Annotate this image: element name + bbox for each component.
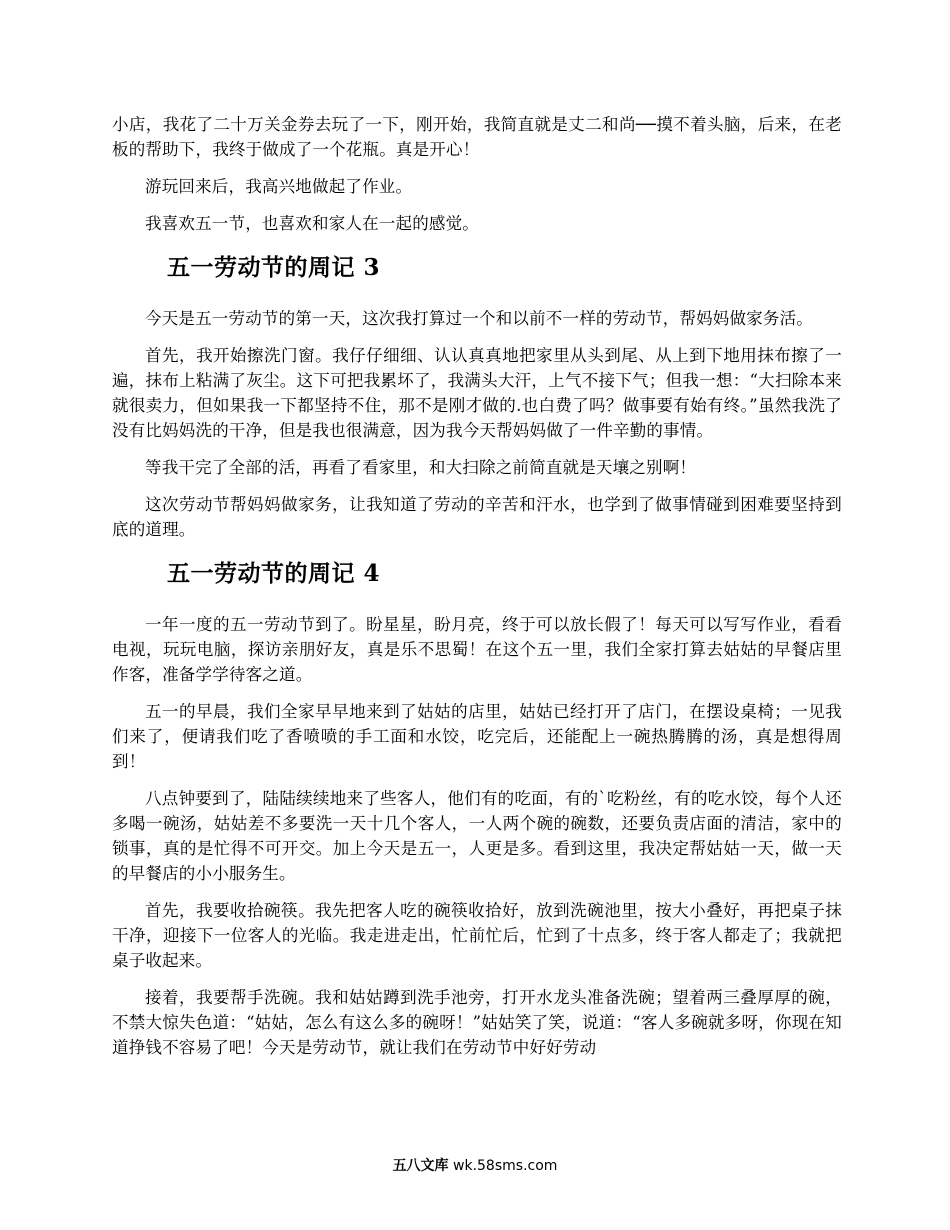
section-3-paragraph: 首先，我开始擦洗门窗。我仔仔细细、认认真真地把家里从头到尾、从上到下地用抹布擦了一遍，抹布上粘满了灰尘。这下可把我累坏了，我满头大汗，上气不接下气；但我一想：“大扫除本来就很卖力，但如果我一下都坚持不住，那不是刚才做的.也白费了吗？做事要有始有终。”虽然我洗了没有比妈妈洗的干净，但是我也很满意，因为我今天帮妈妈做了一件辛勤的事情。: [112, 346, 842, 440]
intro-paragraph: 我喜欢五一节，也喜欢和家人在一起的感觉。: [145, 214, 479, 233]
section-3-title: 五一劳动节的周记 3: [167, 254, 381, 281]
section-4-paragraph: 八点钟要到了，陆陆续续地来了些客人，他们有的吃面，有的`吃粉丝，有的吃水饺，每个人还多喝一碗汤，姑姑差不多要洗一天十几个客人，一人两个碗的碗数，还要负责店面的清洁，家中的锁事，真的是忙得不可开交。加上今天是五一，人更是多。看到这里，我决定帮姑姑一天，做一天的早餐店的小小服务生。: [112, 789, 842, 883]
section-3-paragraph: 今天是五一劳动节的第一天，这次我打算过一个和以前不一样的劳动节，帮妈妈做家务活。: [145, 309, 813, 328]
section-4-paragraph: 接着，我要帮手洗碗。我和姑姑蹲到洗手池旁，打开水龙头准备洗碗；望着两三叠厚厚的碗，不禁大惊失色道：“姑姑，怎么有这么多的碗呀！”姑姑笑了笑，说道：“客人多碗就多呀，你现在知道挣钱不容易了吧！今天是劳动节，就让我们在劳动节中好好劳动: [112, 988, 842, 1057]
section-3-paragraph: 等我干完了全部的活，再看了看家里，和大扫除之前简直就是天壤之别啊！: [145, 458, 697, 477]
section-4-title: 五一劳动节的周记 4: [167, 560, 381, 587]
page-footer: [0, 1155, 950, 1175]
footer-site-link[interactable]: wk.58sms.com: [453, 1158, 558, 1174]
intro-paragraph: 游玩回来后，我高兴地做起了作业。: [145, 177, 413, 196]
section-3-paragraph: 这次劳动节帮妈妈做家务，让我知道了劳动的辛苦和汗水，也学到了做事情碰到困难要坚持到底的道理。: [112, 495, 842, 539]
section-4-paragraph: 五一的早晨，我们全家早早地来到了姑姑的店里，姑姑已经打开了店门，在摆设桌椅；一见我们来了，便请我们吃了香喷喷的手工面和水饺，吃完后，还能配上一碗热腾腾的汤，真是想得周到！: [112, 702, 842, 771]
footer-brand: 五八文库: [392, 1158, 449, 1174]
intro-paragraph: 小店，我花了二十万关金券去玩了一下，刚开始，我简直就是丈二和尚──摸不着头脑，后来，在老板的帮助下，我终于做成了一个花瓶。真是开心！: [112, 115, 842, 159]
section-4-paragraph: 一年一度的五一劳动节到了。盼星星，盼月亮，终于可以放长假了！每天可以写写作业，看看电视，玩玩电脑，探访亲朋好友，真是乐不思蜀！在这个五一里，我们全家打算去姑姑的早餐店里作客，准备学学待客之道。: [112, 615, 842, 684]
section-4-paragraph: 首先，我要收拾碗筷。我先把客人吃的碗筷收拾好，放到洗碗池里，按大小叠好，再把桌子抹干净，迎接下一位客人的光临。我走进走出，忙前忙后，忙到了十点多，终于客人都走了；我就把桌子收起来。: [112, 901, 842, 970]
document-body: [112, 112, 842, 1060]
